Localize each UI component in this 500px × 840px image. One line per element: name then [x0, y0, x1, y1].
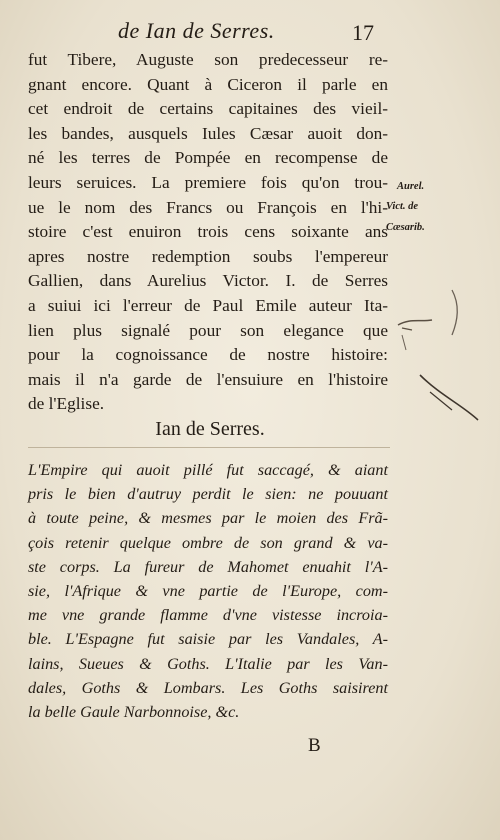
- italic-line: ste corps. La fureur de Mahomet enuahit l'A-: [28, 557, 388, 576]
- italic-line: ble. L'Espagne fut saisie par les Vandales, A-: [28, 630, 388, 649]
- body-line: les bandes, ausquels Iules Cæsar auoit don-: [28, 123, 388, 143]
- body-line: ue le nom des Francs ou François en l'hi-: [28, 197, 388, 217]
- body-line: leurs seruices. La premiere fois qu'on trou-: [28, 172, 388, 192]
- margin-note: Vict. de: [386, 201, 419, 212]
- body-line: lien plus signalé pour son elegance que: [28, 320, 388, 340]
- body-line: né les terres de Pompée en recompense de: [28, 148, 388, 168]
- body-line: stoire c'est enuiron trois cens soixante ans: [28, 222, 388, 242]
- body-line: de l'Eglise.: [28, 394, 105, 414]
- page-number: 17: [352, 20, 374, 45]
- signature-mark: B: [308, 735, 321, 756]
- pen-stroke-mark: [452, 290, 457, 335]
- pen-stroke-mark: [402, 335, 406, 350]
- pen-stroke-mark: [398, 320, 432, 325]
- italic-line: pris le bien d'autruy perdit le sien: ne pouuant: [28, 485, 388, 504]
- body-line: fut Tibere, Auguste son predecesseur re-: [28, 50, 388, 69]
- section-heading: Ian de Serres.: [155, 418, 265, 440]
- body-line: mais il n'a garde de l'ensuiure en l'histoire: [28, 369, 388, 389]
- italic-line: à toute peine, & mesmes par le moien des Frã-: [28, 509, 388, 528]
- running-head: de Ian de Serres.: [118, 18, 275, 43]
- italic-line: L'Empire qui auoit pillé fut saccagé, & aiant: [28, 461, 388, 479]
- body-line: Gallien, dans Aurelius Victor. I. de Serres: [28, 271, 388, 291]
- body-line: apres nostre redemption soubs l'empereur: [28, 246, 388, 266]
- italic-line: çois retenir quelque ombre de son grand & va-: [28, 533, 388, 552]
- pen-stroke-mark: [402, 328, 412, 330]
- italic-line: dales, Goths & Lombars. Les Goths saisirent: [28, 678, 388, 697]
- italic-line: me vne grande flamme d'vne vistesse incroia-: [28, 606, 388, 625]
- body-line: pour la cognoissance de nostre histoire:: [28, 345, 388, 365]
- body-line: gnant encore. Quant à Ciceron il parle en: [28, 74, 388, 94]
- italic-line: la belle Gaule Narbonnoise, &c.: [28, 703, 240, 722]
- italic-line: lains, Sueues & Goths. L'Italie par les Van-: [28, 654, 388, 673]
- body-line: cet endroit de certains capitaines des vieil-: [28, 99, 388, 119]
- pen-stroke-mark: [430, 392, 452, 410]
- pen-stroke-mark: [420, 375, 478, 420]
- margin-note: Cæsarib.: [386, 222, 425, 233]
- margin-note: Aurel.: [397, 181, 425, 192]
- body-line: a suiui ici l'erreur de Paul Emile auteur Ita-: [28, 295, 388, 315]
- italic-line: sie, l'Afrique & vne partie de l'Europe, com-: [28, 582, 388, 601]
